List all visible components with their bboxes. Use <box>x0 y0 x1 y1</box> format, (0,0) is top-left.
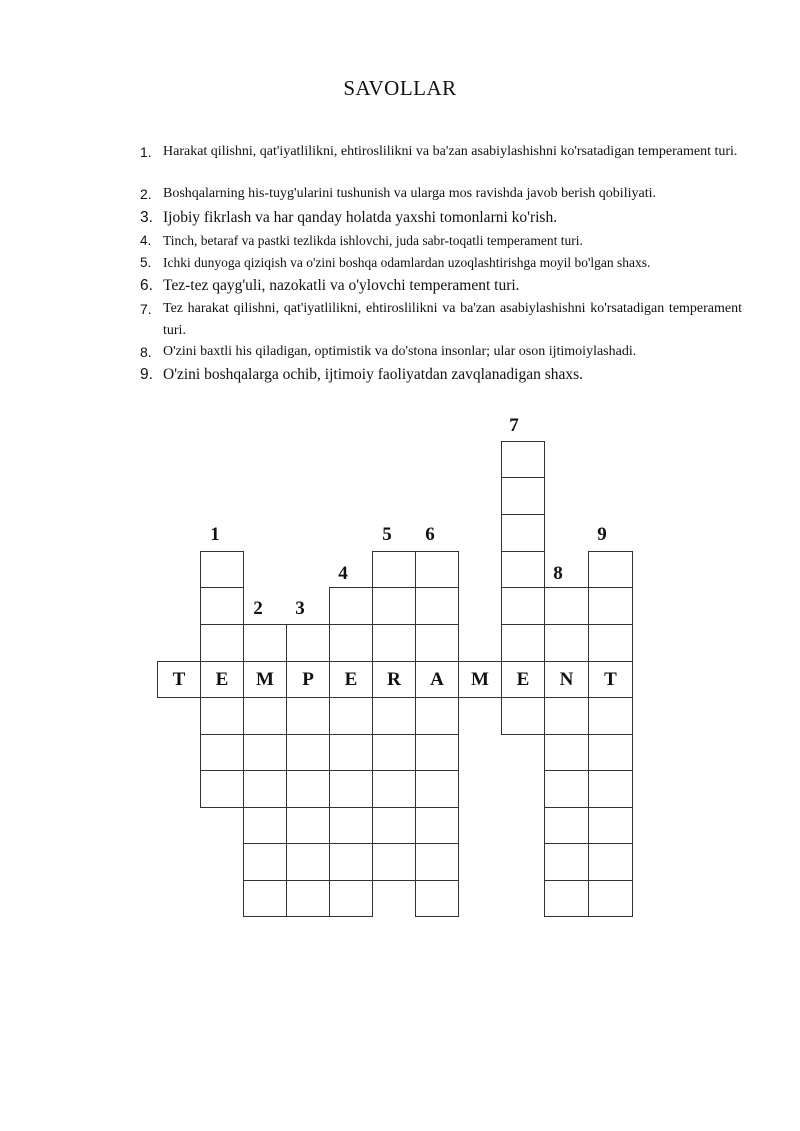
crossword-cell[interactable] <box>544 843 589 881</box>
keyword-letter-cell[interactable]: A <box>415 661 459 698</box>
crossword-cell[interactable] <box>544 807 589 844</box>
crossword-cell[interactable] <box>588 770 633 808</box>
crossword-cell[interactable] <box>329 807 373 844</box>
question-text: Ijobiy fikrlash va har qanday holatda yaxshi tomonlarni ko'rish. <box>163 209 558 226</box>
question-number: 8. <box>140 344 152 360</box>
clue-number: 9 <box>597 524 607 545</box>
keyword-letter-cell[interactable]: M <box>243 661 287 698</box>
crossword-cell[interactable] <box>588 697 633 735</box>
crossword-cell[interactable] <box>372 807 416 844</box>
question-text: Boshqalarning his-tuyg'ularini tushunish va ularga mos ravishda javob berish qobiliyati. <box>163 186 656 201</box>
crossword-cell[interactable] <box>415 807 459 844</box>
question-text: O'zini baxtli his qiladigan, optimistik va do'stona insonlar; ular oson ijtimoiylashadi. <box>163 344 637 359</box>
crossword-cell[interactable] <box>243 734 287 771</box>
question-text: Harakat qilishni, qat'iyatlilikni, ehtiroslilikni va ba'zan asabiylashishni ko'rsatadigan temperament turi. <box>163 144 738 159</box>
crossword-cell[interactable] <box>286 770 330 808</box>
keyword-letter-cell[interactable]: E <box>329 661 373 698</box>
clue-number: 8 <box>553 563 563 584</box>
crossword-cell[interactable] <box>243 624 287 662</box>
crossword-cell[interactable] <box>501 477 545 515</box>
crossword-cell[interactable] <box>243 807 287 844</box>
clue-number: 4 <box>338 563 348 584</box>
question-number: 4. <box>140 233 152 248</box>
clue-number: 5 <box>382 524 392 545</box>
crossword-cell[interactable] <box>544 587 589 625</box>
question-number: 9. <box>140 366 153 383</box>
question-text: Ichki dunyoga qiziqish va o'zini boshqa odamlardan uzoqlashtirishga moyil bo'lgan shaxs. <box>163 255 651 270</box>
crossword-cell[interactable] <box>588 734 633 771</box>
crossword-cell[interactable] <box>544 624 589 662</box>
crossword-cell[interactable] <box>200 734 244 771</box>
crossword-cell[interactable] <box>286 843 330 881</box>
keyword-letter-cell[interactable]: R <box>372 661 416 698</box>
crossword-cell[interactable] <box>200 770 244 808</box>
question-number: 3. <box>140 209 153 226</box>
crossword-cell[interactable] <box>588 807 633 844</box>
crossword-cell[interactable] <box>501 697 545 735</box>
crossword-cell[interactable] <box>415 843 459 881</box>
crossword-cell[interactable] <box>200 551 244 588</box>
crossword-cell[interactable] <box>544 734 589 771</box>
crossword-cell[interactable] <box>329 843 373 881</box>
crossword-cell[interactable] <box>501 587 545 625</box>
clue-number: 3 <box>295 598 305 619</box>
keyword-letter-cell[interactable]: E <box>200 661 244 698</box>
crossword-cell[interactable] <box>329 880 373 917</box>
crossword-cell[interactable] <box>243 843 287 881</box>
keyword-letter-cell[interactable]: M <box>458 661 502 698</box>
question-number: 1. <box>140 144 152 160</box>
keyword-letter-cell[interactable]: T <box>588 661 633 698</box>
question-number: 2. <box>140 186 152 202</box>
crossword-cell[interactable] <box>372 624 416 662</box>
question-number: 5. <box>140 255 152 270</box>
crossword-cell[interactable] <box>415 624 459 662</box>
crossword-cell[interactable] <box>286 734 330 771</box>
crossword-cell[interactable] <box>372 551 416 588</box>
page-title: SAVOLLAR <box>343 76 457 100</box>
crossword-cell[interactable] <box>588 880 633 917</box>
crossword-cell[interactable] <box>415 734 459 771</box>
clue-number: 1 <box>210 524 220 545</box>
crossword-cell[interactable] <box>329 770 373 808</box>
crossword-cell[interactable] <box>329 624 373 662</box>
crossword-cell[interactable] <box>415 770 459 808</box>
crossword-cell[interactable] <box>501 551 545 588</box>
crossword-cell[interactable] <box>329 697 373 735</box>
clue-number: 2 <box>253 598 263 619</box>
crossword-cell[interactable] <box>588 624 633 662</box>
crossword-cell[interactable] <box>415 697 459 735</box>
crossword-cell[interactable] <box>415 587 459 625</box>
crossword-cell[interactable] <box>372 734 416 771</box>
crossword-cell[interactable] <box>501 624 545 662</box>
crossword-cell[interactable] <box>200 587 244 625</box>
crossword-cell[interactable] <box>243 770 287 808</box>
keyword-letter-cell[interactable]: E <box>501 661 545 698</box>
crossword-cell[interactable] <box>588 587 633 625</box>
question-text: Tez-tez qayg'uli, nazokatli va o'ylovchi temperament turi. <box>163 277 520 294</box>
crossword-cell[interactable] <box>415 551 459 588</box>
crossword-cell[interactable] <box>286 807 330 844</box>
crossword-cell[interactable] <box>372 843 416 881</box>
crossword-cell[interactable] <box>415 880 459 917</box>
crossword-cell[interactable] <box>243 697 287 735</box>
crossword-cell[interactable] <box>588 843 633 881</box>
keyword-letter-cell[interactable]: P <box>286 661 330 698</box>
crossword-cell[interactable] <box>544 880 589 917</box>
keyword-letter-cell[interactable]: T <box>157 661 201 698</box>
clue-number: 7 <box>509 415 519 436</box>
clue-number: 6 <box>425 524 435 545</box>
keyword-letter-cell[interactable]: N <box>544 661 589 698</box>
crossword-cell[interactable] <box>200 697 244 735</box>
question-text: O'zini boshqalarga ochib, ijtimoiy faoliyatdan zavqlanadigan shaxs. <box>163 366 584 383</box>
crossword-cell[interactable] <box>544 697 589 735</box>
crossword-cell[interactable] <box>286 624 330 662</box>
crossword-cell[interactable] <box>200 624 244 662</box>
crossword-cell[interactable] <box>501 514 545 552</box>
crossword-cell[interactable] <box>544 770 589 808</box>
crossword-cell[interactable] <box>372 770 416 808</box>
crossword-cell[interactable] <box>329 587 373 625</box>
crossword-cell[interactable] <box>372 697 416 735</box>
crossword-cell[interactable] <box>329 734 373 771</box>
crossword-cell[interactable] <box>588 551 633 588</box>
question-number: 6. <box>140 277 153 294</box>
crossword-cell[interactable] <box>501 441 545 478</box>
question-text: Tez harakat qilishni, qat'iyatlilikni, ehtiroslilikni va ba'zan asabiylashishni ko'rsatadigan temperament turi. <box>163 301 742 338</box>
crossword-cell[interactable] <box>286 880 330 917</box>
crossword-cell[interactable] <box>286 697 330 735</box>
crossword-cell[interactable] <box>372 587 416 625</box>
crossword-cell[interactable] <box>243 880 287 917</box>
question-text: Tinch, betaraf va pastki tezlikda ishlovchi, juda sabr-toqatli temperament turi. <box>163 233 583 248</box>
question-number: 7. <box>140 301 152 317</box>
